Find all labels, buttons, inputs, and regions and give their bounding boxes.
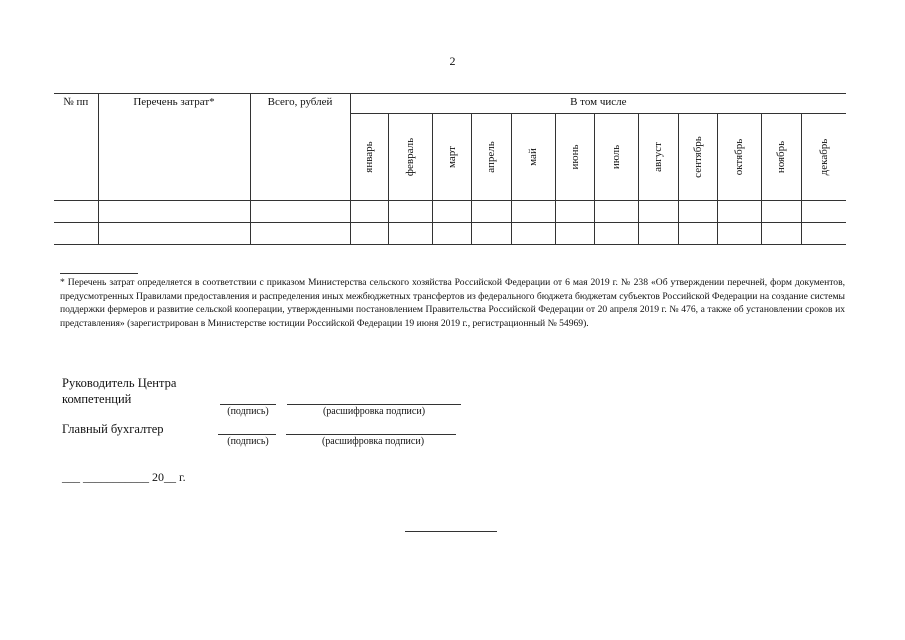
page-number: 2 xyxy=(449,54,456,68)
header-month xyxy=(555,114,594,201)
month-label: сентябрь xyxy=(691,136,704,178)
footnote-divider xyxy=(60,273,138,274)
table-cell[interactable] xyxy=(678,223,717,245)
table-cell[interactable] xyxy=(638,223,678,245)
table-row xyxy=(54,201,846,223)
table-cell[interactable] xyxy=(761,201,801,223)
table-cell[interactable] xyxy=(98,201,250,223)
table-cell[interactable] xyxy=(555,223,594,245)
header-month xyxy=(511,114,555,201)
bottom-divider xyxy=(405,531,497,532)
table-cell[interactable] xyxy=(388,201,432,223)
month-label: декабрь xyxy=(817,138,830,176)
header-month xyxy=(432,114,471,201)
table-cell[interactable] xyxy=(717,201,761,223)
accountant-signature-line[interactable] xyxy=(218,434,276,435)
head-decoding-line[interactable] xyxy=(287,404,461,405)
table-cell[interactable] xyxy=(471,223,511,245)
table-cell[interactable] xyxy=(432,223,471,245)
header-month xyxy=(350,114,388,201)
header-including: В том числе xyxy=(350,94,846,114)
table-cell[interactable] xyxy=(54,201,98,223)
table-cell[interactable] xyxy=(801,201,846,223)
month-label: август xyxy=(652,142,664,173)
month-label: март xyxy=(445,146,458,169)
header-costs: Перечень затрат* xyxy=(98,94,250,201)
head-signature-caption: (подпись) xyxy=(227,406,269,417)
header-month xyxy=(801,114,846,201)
table-cell[interactable] xyxy=(678,201,717,223)
table-cell[interactable] xyxy=(54,223,98,245)
header-no: № пп xyxy=(54,94,98,201)
table-cell[interactable] xyxy=(594,201,638,223)
table-cell[interactable] xyxy=(511,201,555,223)
table-cell[interactable] xyxy=(98,223,250,245)
accountant-title: Главный бухгалтер xyxy=(62,422,164,436)
header-month xyxy=(678,114,717,201)
header-month xyxy=(717,114,761,201)
accountant-signature-caption: (подпись) xyxy=(227,436,269,447)
table-cell[interactable] xyxy=(511,223,555,245)
head-title-line2: компетенций xyxy=(62,392,132,406)
month-label: июнь xyxy=(568,144,581,170)
date-line[interactable]: ___ ___________ 20__ г. xyxy=(62,470,186,484)
table-cell[interactable] xyxy=(471,201,511,223)
costs-table xyxy=(54,93,846,245)
month-label: октябрь xyxy=(733,138,745,176)
month-label: январь xyxy=(363,141,375,173)
accountant-decoding-caption: (расшифровка подписи) xyxy=(321,436,425,447)
month-label: ноябрь xyxy=(775,141,787,174)
table-cell[interactable] xyxy=(594,223,638,245)
header-month xyxy=(594,114,638,201)
table-cell[interactable] xyxy=(250,201,350,223)
footnote-text: * Перечень затрат определяется в соответствии с приказом Министерства сельского хозяйства Российской Федерации от 6 мая 2019 г. № 238 «Об утверждении перечней, форм документов, предусмотренных Правилами предоставления и распределения иных межбюджетных трансфертов из федерального бюджета бюджетам субъектов Российской Федерации на создание системы поддержки фермеров и развитие сельской кооперации, утвержденными постановлением Правительства Российской Федерации от 20 апреля 2019 г. № 476, а также об установлении сроков их представления» (зарегистрирован в Министерстве юстиции Российской Федерации 19 июня 2019 г., регистрационный № 54969). xyxy=(60,277,845,329)
table-cell[interactable] xyxy=(717,223,761,245)
header-month xyxy=(388,114,432,201)
table-cell[interactable] xyxy=(801,223,846,245)
header-month xyxy=(471,114,511,201)
head-title-line1: Руководитель Центра xyxy=(62,376,177,390)
table-row xyxy=(54,223,846,245)
head-signature-line[interactable] xyxy=(220,404,276,405)
month-label: апрель xyxy=(485,141,497,173)
table-cell[interactable] xyxy=(350,223,388,245)
month-label: июль xyxy=(610,145,622,170)
header-month xyxy=(761,114,801,201)
accountant-decoding-line[interactable] xyxy=(286,434,456,435)
table-cell[interactable] xyxy=(761,223,801,245)
table-cell[interactable] xyxy=(388,223,432,245)
header-month xyxy=(638,114,678,201)
month-label: май xyxy=(527,148,539,167)
table-cell[interactable] xyxy=(638,201,678,223)
table-cell[interactable] xyxy=(432,201,471,223)
table-cell[interactable] xyxy=(250,223,350,245)
table-cell[interactable] xyxy=(350,201,388,223)
header-total: Всего, рублей xyxy=(250,94,350,201)
head-decoding-caption: (расшифровка подписи) xyxy=(322,406,426,417)
table-cell[interactable] xyxy=(555,201,594,223)
month-label: февраль xyxy=(404,138,416,177)
